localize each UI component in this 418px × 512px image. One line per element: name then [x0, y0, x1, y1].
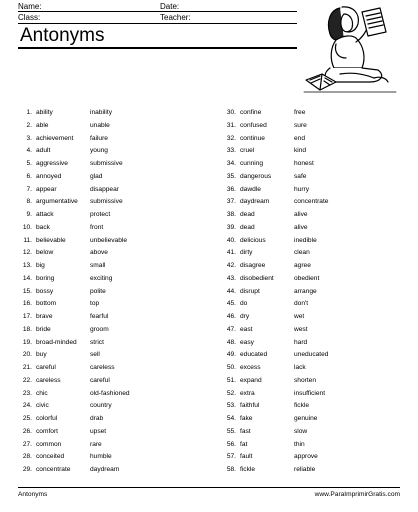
item-number: 43. [226, 274, 236, 282]
word: boring [36, 274, 55, 282]
antonym: lack [294, 364, 306, 371]
antonym: fickle [294, 402, 310, 410]
item-number: 53. [226, 402, 236, 410]
item-number: 4. [26, 147, 32, 155]
word: annoyed [36, 172, 62, 180]
word: educated [240, 351, 268, 359]
antonym: glad [90, 172, 103, 180]
title-underline [18, 47, 297, 49]
teacher-label: Teacher: [160, 13, 191, 22]
item-number: 22. [22, 376, 32, 384]
item-number: 39. [226, 223, 236, 231]
antonym: kind [294, 147, 307, 155]
date-label: Date: [160, 2, 180, 11]
item-number: 34. [226, 160, 236, 167]
word: excess [240, 364, 261, 371]
item-number: 23. [22, 389, 32, 397]
word: argumentative [36, 198, 78, 206]
item-number: 26. [22, 427, 32, 435]
item-number: 10. [22, 223, 32, 231]
antonym: submissive [90, 198, 123, 206]
antonym: alive [294, 211, 308, 218]
reading-person-illustration [300, 2, 400, 98]
antonym: wet [294, 313, 305, 320]
word: back [36, 223, 50, 231]
antonym: groom [90, 325, 109, 333]
item-number: 46. [226, 313, 236, 320]
item-number: 18. [22, 325, 32, 333]
antonym: rare [90, 440, 102, 448]
item-number: 44. [226, 287, 236, 295]
word: civic [36, 402, 49, 410]
item-number: 45. [226, 300, 236, 308]
antonym: strict [90, 338, 104, 346]
antonym: top [90, 300, 100, 308]
word: faithful [240, 402, 260, 410]
class-teacher-line[interactable] [18, 23, 297, 24]
item-number: 29. [22, 466, 32, 473]
antonym: fearful [90, 313, 109, 320]
word: broad-minded [36, 338, 77, 346]
word: bottom [36, 300, 57, 308]
word: ability [36, 109, 53, 116]
word: dawdle [240, 185, 261, 193]
antonym: upset [90, 427, 107, 435]
name-label: Name: [18, 2, 42, 11]
antonym: genuine [294, 415, 318, 422]
name-date-line[interactable] [18, 11, 297, 12]
word: fat [240, 440, 248, 448]
word: confused [240, 121, 267, 129]
item-number: 40. [226, 236, 236, 244]
word: disobedient [240, 274, 274, 282]
antonym: drab [90, 415, 104, 422]
antonym: sell [90, 351, 100, 359]
item-number: 17. [22, 313, 32, 320]
word: careful [36, 364, 56, 371]
page-title: Antonyms [20, 25, 105, 46]
word: delicious [240, 236, 266, 244]
item-number: 50. [226, 364, 236, 371]
antonym: hard [294, 338, 308, 346]
word: expand [240, 376, 262, 384]
antonym: young [90, 147, 108, 155]
item-number: 51. [226, 376, 236, 384]
word: cunning [240, 160, 264, 167]
antonym: reliable [294, 466, 316, 473]
antonym: inability [90, 109, 112, 116]
item-number: 8. [26, 198, 32, 206]
word: brave [36, 313, 53, 320]
word: dead [240, 211, 255, 218]
footer-title: Antonyms [18, 491, 48, 498]
antonym: alive [294, 223, 308, 231]
item-number: 16. [22, 300, 32, 308]
antonym: above [90, 249, 108, 257]
antonym: hurry [294, 185, 310, 193]
item-number: 49. [226, 351, 236, 359]
word: common [36, 440, 62, 448]
footer-divider [18, 487, 400, 488]
item-number: 12. [22, 249, 32, 257]
item-number: 9. [26, 211, 32, 218]
item-number: 41. [226, 249, 236, 257]
antonym: end [294, 134, 306, 142]
item-number: 1. [26, 109, 32, 116]
antonym: don't [294, 300, 309, 308]
item-number: 7. [26, 185, 32, 193]
antonym: thin [294, 440, 305, 448]
word: east [240, 325, 253, 333]
antonym: arrange [294, 287, 317, 295]
word: fake [240, 415, 253, 422]
item-number: 6. [26, 172, 32, 180]
word: chic [36, 389, 48, 397]
antonym: exciting [90, 274, 113, 282]
word: appear [36, 185, 57, 193]
word: below [36, 249, 54, 257]
antonym: inedible [294, 236, 317, 244]
word: aggressive [36, 160, 68, 167]
word: do [240, 300, 248, 308]
word: confine [240, 109, 262, 116]
antonym: safe [294, 172, 307, 180]
item-number: 2. [26, 121, 32, 129]
word: attack [36, 211, 54, 218]
antonym: obedient [294, 274, 320, 282]
antonym: agree [294, 262, 311, 269]
item-number: 5. [26, 160, 32, 167]
word: dead [240, 223, 255, 231]
word: dry [240, 313, 250, 320]
antonym: humble [90, 453, 112, 461]
item-number: 3. [26, 134, 32, 142]
item-number: 47. [226, 325, 236, 333]
item-number: 11. [23, 236, 32, 244]
item-number: 15. [22, 287, 32, 295]
item-number: 58. [226, 466, 236, 473]
word: dangerous [240, 172, 272, 180]
word: bride [36, 325, 51, 333]
item-number: 56. [226, 440, 236, 448]
antonym: approve [294, 453, 318, 461]
word: comfort [36, 427, 58, 435]
antonym: small [90, 262, 106, 269]
item-number: 42. [226, 262, 236, 269]
antonym: disappear [90, 185, 119, 193]
antonym: clean [294, 249, 310, 257]
word: fast [240, 427, 251, 435]
antonym: failure [90, 134, 108, 142]
antonym: unable [90, 121, 110, 129]
item-number: 48. [226, 338, 236, 346]
item-number: 38. [226, 211, 236, 218]
word: big [36, 262, 45, 269]
antonym: uneducated [294, 351, 329, 359]
item-number: 33. [226, 147, 236, 155]
item-number: 24. [22, 402, 32, 410]
antonym: free [294, 109, 306, 116]
antonym: daydream [90, 466, 120, 473]
item-number: 54. [226, 415, 236, 422]
word: careless [36, 376, 61, 384]
item-number: 37. [226, 198, 236, 206]
antonym: front [90, 223, 104, 231]
antonym: concentrate [294, 198, 329, 206]
word: fault [240, 453, 253, 461]
word: conceited [36, 453, 65, 461]
antonym: shorten [294, 376, 316, 384]
word: concentrate [36, 466, 71, 473]
word: continue [240, 134, 265, 142]
item-number: 19. [22, 338, 32, 346]
item-number: 35. [226, 172, 236, 180]
word: achievement [36, 134, 74, 142]
item-number: 57. [226, 453, 236, 461]
word: colorful [36, 415, 58, 422]
word: daydream [240, 198, 270, 206]
word: adult [36, 147, 51, 155]
antonym: country [90, 402, 112, 410]
antonym: protect [90, 211, 111, 218]
footer-website-link[interactable]: www.ParaImprimirGratis.com [314, 491, 400, 498]
item-number: 31. [226, 121, 236, 129]
word: extra [240, 389, 255, 397]
item-number: 32. [226, 134, 236, 142]
class-label: Class: [18, 13, 41, 22]
word: bossy [36, 287, 54, 295]
word: cruel [240, 147, 255, 155]
antonym: west [294, 325, 308, 333]
word: fickle [240, 466, 256, 473]
word: believable [36, 236, 66, 244]
antonym: sure [294, 121, 307, 129]
item-number: 25. [22, 415, 32, 422]
antonym: careful [90, 376, 110, 384]
word: buy [36, 351, 47, 359]
item-number: 13. [22, 262, 32, 269]
item-number: 52. [226, 389, 236, 397]
word: able [36, 121, 49, 129]
antonym: old-fashioned [90, 389, 130, 397]
word: disrupt [240, 287, 260, 295]
word: easy [240, 338, 254, 346]
item-number: 30. [226, 109, 236, 116]
antonym: insufficient [294, 389, 326, 397]
item-number: 14. [22, 274, 32, 282]
antonym: unbelievable [90, 236, 128, 244]
item-number: 36. [226, 185, 236, 193]
antonym: honest [294, 160, 314, 167]
antonym: slow [294, 427, 308, 435]
word: dirty [240, 249, 253, 257]
item-number: 20. [22, 351, 32, 359]
item-number: 55. [226, 427, 236, 435]
item-number: 27. [22, 440, 32, 448]
antonym: submissive [90, 160, 123, 167]
word: disagree [240, 262, 266, 269]
antonym: careless [90, 364, 115, 371]
item-number: 21. [22, 364, 32, 371]
item-number: 28. [22, 453, 32, 461]
antonym: polite [90, 287, 106, 295]
